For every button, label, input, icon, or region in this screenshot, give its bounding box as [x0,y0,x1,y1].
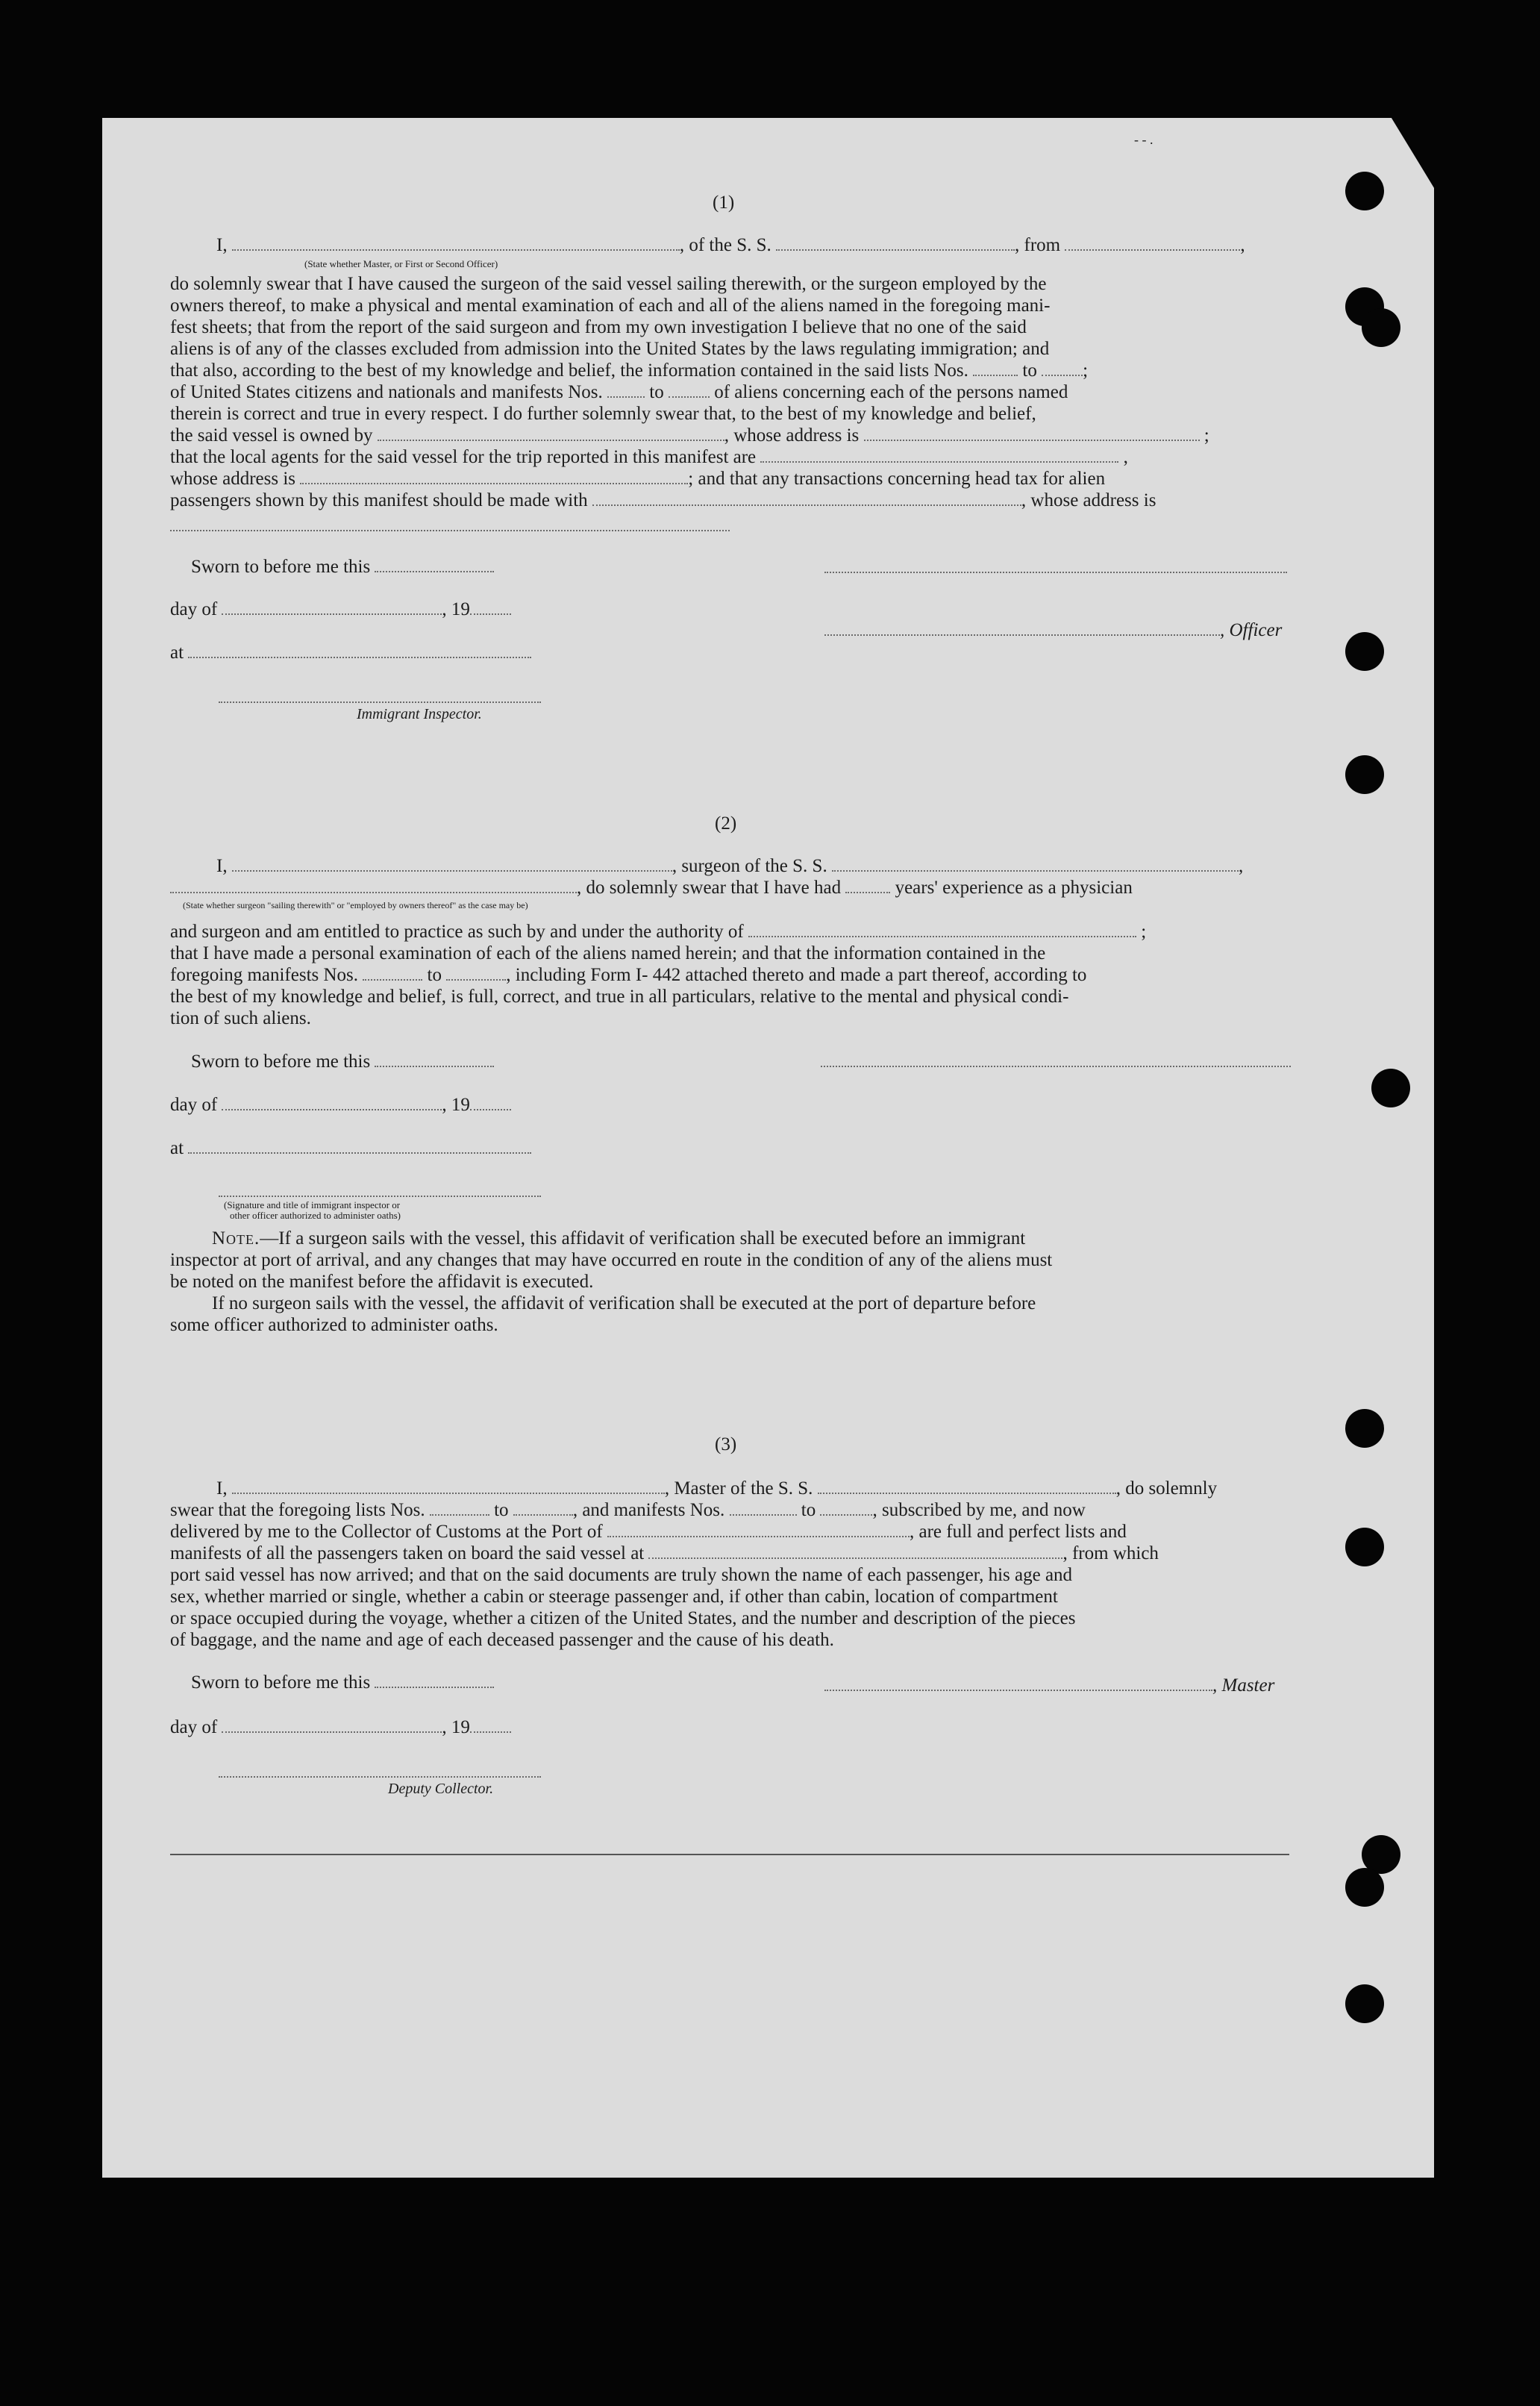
s3-master-signature-field[interactable] [824,1675,1212,1691]
s2-note2-line-2: some officer authorized to administer oaths. [170,1315,498,1335]
s1-officer-label: , Officer [1220,620,1283,640]
s2-foregoing-text: foregoing manifests Nos. [170,965,359,985]
s3-master-of: , Master of the S. S. [664,1478,813,1499]
s1-from: , from [1015,235,1061,255]
s2-status-hint: (State whether surgeon "sailing therewith" or "employed by owners thereof" as the case may be) [183,900,528,910]
s3-master-label: , Master [1212,1675,1275,1696]
s3-swear-line [170,1499,1086,1522]
s1-officer-field[interactable] [824,619,1220,636]
s3-delivered-text: delivered by me to the Collector of Customs at the Port of [170,1522,603,1542]
s2-authority-line [170,921,1146,943]
s1-place-field[interactable] [188,642,531,658]
s1-agents-end: , [1123,447,1128,467]
local-agents-field[interactable] [760,446,1118,463]
s3-manifests-line-text: manifests of all the passengers taken on board the said vessel at [170,1543,645,1563]
s2-day-of: day of [170,1095,218,1115]
s3-manifests-from-field[interactable] [730,1499,797,1516]
s2-swear-text: , do solemnly swear that I have had [577,878,842,898]
s3-manifests-line [170,1543,1159,1565]
s3-solemnly: , do solemnly [1115,1478,1218,1499]
port-of-field[interactable] [607,1521,910,1537]
s3-manifests-text: , and manifests Nos. [572,1500,725,1520]
s1-therein: therein is correct and true in every respect. I do further solemnly swear that, to the best of my knowledge and belief, [170,404,1036,424]
s3-lists-from-field[interactable] [430,1499,489,1516]
binder-hole [1362,308,1400,347]
s1-owned-text: the said vessel is owned by [170,425,373,446]
surgeon-status-field[interactable] [170,877,577,893]
s1-head-tax: ; and that any transactions concerning head tax for alien [688,469,1106,489]
head-tax-address-line[interactable] [170,530,730,531]
s3-master-name-field[interactable] [232,1478,665,1494]
s3-i: I, [216,1478,228,1499]
s1-owned-address: , whose address is [724,425,860,446]
s2-day-line [170,1094,511,1116]
s1-citizens-text: of United States citizens and nationals and manifests Nos. [170,382,603,402]
s1-para-4: aliens is of any of the classes excluded from admission into the United States by the laws regulating immigration; and [170,339,1050,359]
s1-inspector-label: Immigrant Inspector. [357,706,482,722]
s2-authority-text: and surgeon and am entitled to practice as such by and under the authority of [170,922,744,942]
s1-line-1 [216,234,1245,257]
s2-note2-line-1: If no surgeon sails with the vessel, the affidavit of verification shall be executed at the port of departure before [212,1293,1036,1313]
authority-field[interactable] [748,921,1136,937]
section-2-number: (2) [715,813,737,834]
s2-surgeon-signature-line[interactable] [821,1066,1291,1067]
s1-whose-text: whose address is [170,469,296,489]
s3-year-field[interactable] [470,1716,511,1733]
s3-swear-text: swear that the foregoing lists Nos. [170,1500,425,1520]
s1-sworn-text: Sworn to before me this [191,557,371,577]
s2-vessel-field[interactable] [832,855,1239,872]
s3-master-line [824,1675,1274,1697]
s3-sworn-date-field[interactable] [375,1672,494,1688]
s2-sworn-date-field[interactable] [375,1051,494,1067]
s1-lists-end: ; [1083,360,1089,381]
s3-lists-to-field[interactable] [513,1499,573,1516]
s1-master-hint: (State whether Master, or First or Second Officer) [304,258,498,269]
s2-note-line-1 [212,1228,1025,1250]
s2-place-field[interactable] [188,1137,531,1154]
s2-foregoing-line [170,964,1086,987]
owner-address-field[interactable] [864,425,1200,441]
s1-lists-line [170,360,1088,382]
binder-hole [1371,1069,1410,1107]
s2-surgeon-of: , surgeon of the S. S. [672,856,827,876]
s2-sworn-text: Sworn to before me this [191,1052,371,1072]
s1-at: at [170,643,184,663]
s1-agents-line [170,446,1128,469]
header-marks: - - . [1134,132,1154,147]
s2-note-label: Note. [212,1228,260,1249]
s2-manifests-to-field[interactable] [446,964,506,981]
s1-citizens-to: to [649,382,664,402]
s2-i: I, [216,856,228,876]
s1-i: I, [216,235,228,255]
s3-subscribed: , subscribed by me, and now [872,1500,1086,1520]
s2-note-text: —If a surgeon sails with the vessel, this affidavit of verification shall be executed before an immigrant [260,1228,1026,1249]
s2-at-line [170,1137,531,1160]
departure-port-field[interactable] [1065,234,1240,251]
s2-note-line-2: inspector at port of arrival, and any changes that may have occurred en route in the condition of any of the aliens must [170,1250,1053,1270]
s2-manifests-from-field[interactable] [363,964,422,981]
s1-year-field[interactable] [470,599,511,615]
s1-sworn-line [191,556,494,578]
s2-sig-hint-1: (Signature and title of immigrant inspector or [224,1199,401,1210]
s1-end: , [1240,235,1245,255]
s1-lists-text: that also, according to the best of my knowledge and belief, the information contained in the said lists Nos. [170,360,968,381]
s1-citizens-line [170,381,1068,404]
section-3-number: (3) [715,1434,737,1454]
surgeon-name-field[interactable] [232,855,672,872]
manifests-from-field[interactable] [607,381,645,398]
s3-para-4: of baggage, and the name and age of each deceased passenger and the cause of his death. [170,1630,834,1650]
s1-owned-line [170,425,1209,447]
binder-hole [1345,1984,1384,2023]
s2-foregoing-to: to [427,965,442,985]
s2-foregoing-tail: , including Form I- 442 attached thereto and made a part thereof, according to [506,965,1087,985]
s3-vessel-field[interactable] [818,1478,1116,1494]
s1-passengers-text: passengers shown by this manifest should be made with [170,490,588,510]
s2-para-3: tion of such aliens. [170,1008,311,1028]
s2-line-2 [170,877,1133,899]
s2-authority-end: ; [1141,922,1147,942]
vessel-owner-field[interactable] [378,425,724,441]
s1-agents-text: that the local agents for the said vessel for the trip reported in this manifest are [170,447,757,467]
s3-day-line [170,1716,511,1739]
s3-delivered-line [170,1521,1127,1543]
s3-deputy-label: Deputy Collector. [388,1781,494,1797]
s1-at-line [170,642,531,664]
binder-hole [1345,632,1384,671]
s2-year: , 19 [442,1095,470,1115]
s3-swear-to2: to [801,1500,816,1520]
s3-year: , 19 [442,1717,470,1737]
s3-manifests-to-field[interactable] [820,1499,872,1516]
s1-para-1: do solemnly swear that I have caused the surgeon of the said vessel sailing therewith, or the surgeon employed by the [170,274,1047,294]
s3-swear-to: to [494,1500,509,1520]
s3-day-month-field[interactable] [222,1716,442,1733]
binder-hole [1345,1409,1384,1448]
s1-year: , 19 [442,599,470,619]
s3-delivered-tail: , are full and perfect lists and [910,1522,1127,1542]
s2-para-2: the best of my knowledge and belief, is full, correct, and true in all particulars, relative to the mental and physical condi- [170,987,1069,1007]
s1-of-ss: , of the S. S. [679,235,771,255]
s1-para-3: fest sheets; that from the report of the said surgeon and from my own investigation I believe that no one of the said [170,317,1027,337]
s3-para-1: port said vessel has now arrived; and that on the said documents are truly shown the name of each passenger, his age and [170,1565,1073,1585]
s1-para-2: owners thereof, to make a physical and mental examination of each and all of the aliens named in the foregoing mani- [170,296,1051,316]
head-tax-agent-field[interactable] [592,490,1021,506]
master-name-field[interactable] [232,234,680,251]
s1-owned-end: ; [1203,425,1209,446]
lists-to-field[interactable] [1042,360,1083,376]
s3-day-of: day of [170,1717,218,1737]
s2-note-line-3: be noted on the manifest before the affidavit is executed. [170,1272,594,1292]
binder-hole [1345,1528,1384,1566]
manifests-to-field[interactable] [669,381,710,398]
s1-officer-line [824,619,1282,642]
s2-sworn-line [191,1051,494,1073]
s1-citizens-tail: of aliens concerning each of the persons named [714,382,1068,402]
s2-end: , [1238,856,1244,876]
section-1-number: (1) [713,193,735,213]
s3-sworn-text: Sworn to before me this [191,1672,371,1693]
s3-para-2: sex, whether married or single, whether a cabin or steerage passenger and, if other than cabin, location of compartment [170,1587,1058,1607]
years-experience-field[interactable] [845,877,890,893]
vessel-name-field[interactable] [776,234,1015,251]
s1-day-month-field[interactable] [222,599,442,615]
s2-inspector-signature-line[interactable] [219,1196,541,1197]
s2-year-field[interactable] [470,1094,511,1110]
s2-at: at [170,1138,184,1158]
agents-address-field[interactable] [300,468,688,484]
s3-from-which: , from which [1062,1543,1159,1563]
s3-para-3: or space occupied during the voyage, whether a citizen of the United States, and the number and description of the pieces [170,1608,1076,1628]
s2-years-text: years' experience as a physician [895,878,1133,898]
s1-day-of: day of [170,599,218,619]
s1-passengers-end: , whose address is [1021,490,1156,510]
binder-hole [1345,172,1384,210]
page-bottom-rule [170,1854,1289,1855]
s2-day-month-field[interactable] [222,1094,442,1110]
binder-hole [1345,755,1384,794]
s1-passengers-line [170,490,1156,512]
s1-day-line [170,599,511,621]
s1-whose-line [170,468,1105,490]
s3-line-1 [216,1478,1217,1500]
s2-para-1: that I have made a personal examination of each of the aliens named herein; and that the information contained in the [170,943,1046,963]
s1-officer-signature-line[interactable] [824,572,1287,573]
lists-from-field[interactable] [973,360,1018,376]
binder-hole [1345,1868,1384,1907]
s1-lists-to: to [1022,360,1037,381]
boarding-port-field[interactable] [648,1543,1062,1559]
s3-sworn-line [191,1672,494,1694]
s2-line-1 [216,855,1243,878]
s2-sig-hint-2: other officer authorized to administer oaths) [230,1210,401,1221]
s1-sworn-date-field[interactable] [375,556,494,572]
